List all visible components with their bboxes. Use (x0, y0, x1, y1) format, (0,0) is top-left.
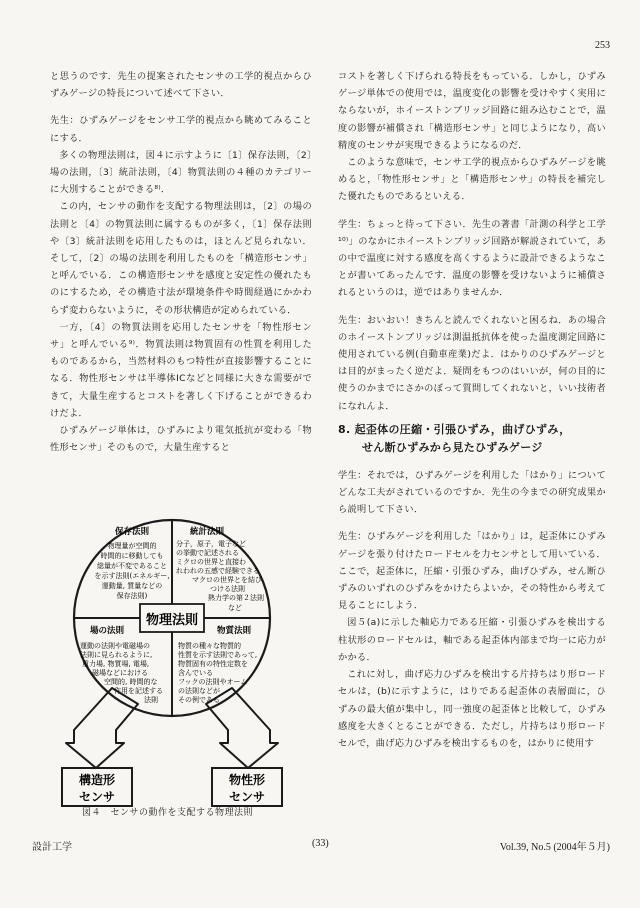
paragraph: この内，センサの動作を支配する物理法則は，〔2〕の場の法則と〔4〕の物質法則に属するものが多く，〔1〕保存法則や〔3〕統計法則を応用したものは，ほとんど見られない．そして，〔2〕の場の法則を利用したものを「構造形センサ」と呼んでいる．この構造形センサを感度と安定性の優れたものにするため，その構造寸法が環境条件や時間経過にかかわらず変わらないように，その形状構造が定められている． (50, 201, 312, 316)
q2-line: 分子，原子，電子など (176, 540, 246, 548)
paragraph: コストを著しく下げられる特長をもっている．しかし，ひずみゲージ単体での使用では，温度変化の影響を受けやすく実用にならないが，ホイーストンブリッジ回路に組み込むことで，温度の影響が補償され「構造形センサ」と同じようになり，高い精度のセンサが実現できるようになるのだ． (338, 71, 606, 151)
q4-text (178, 641, 257, 704)
right-column (338, 68, 606, 752)
q1-line: 物理量が空間的 (107, 542, 157, 550)
q1-line: 時間的に移動しても (100, 552, 164, 560)
q4-line: フックの法則やオーム (178, 678, 248, 686)
box-right-line2: センサ (228, 790, 266, 804)
section-title-line2: せん断ひずみから見たひずみゲージ (362, 440, 543, 454)
q2-line: 熱力学の第２法則 (208, 594, 264, 602)
page-number: 253 (595, 40, 610, 51)
q1-line: 保存法則) (116, 592, 148, 600)
paragraph: 多くの物理法則は，図４に示すように〔1〕保存法則，〔2〕場の法則，〔3〕統計法則，〔4〕物質法則の４種のカテゴリーに大別することができる⁸⁾． (50, 149, 312, 196)
q4-line: 含んでいる (178, 669, 213, 677)
q2-line: マクロの世界とを結び (192, 576, 262, 584)
q2-text (176, 539, 264, 612)
q4-title: 物質法則 (216, 626, 252, 636)
q2-line: つける法則 (210, 585, 245, 593)
figure-caption: 図４ センサの動作を支配する物理法則 (82, 808, 254, 818)
paragraph: 図５(a)に示した軸応力である圧縮・引張ひずみを検出する柱状形のロードセルは，軸である起歪体内部まで均一に応力がかかる． (338, 617, 606, 663)
q2-line: の挙動で記述される (176, 549, 239, 557)
paragraph: 一方，〔4〕の物質法則を応用したセンサを「物性形センサ」と呼んでいる⁹⁾．物質法則は物質固有の性質を利用したものであるから，当然材料のもつ特性が直接影響することになる．物性形センサは半導体ICなどと同様に大きな需要ができて，大量生産するとコストを著しく下げることができるわけだよ． (50, 321, 312, 419)
center-label: 物理法則 (145, 613, 199, 628)
arrow-left (66, 688, 138, 768)
paragraph: このような意味で，センサ工学的視点からひずみゲージを眺めると，「物性形センサ」と「構造形センサ」の特長を補完した優れたものであるといえる． (338, 157, 606, 203)
section-title-line1: 起歪体の圧縮・引張ひずみ，曲げひずみ， (354, 422, 571, 436)
footer-volume: Vol.39, No.5 (2004年５月) (499, 842, 610, 853)
q2-line: など (228, 604, 242, 612)
q3-line: 空間的, 時間的な (104, 678, 158, 686)
q3-line: 磁場などにおける (92, 669, 148, 677)
q4-line: その例である (178, 696, 220, 704)
q1-title: 保存法則 (114, 527, 150, 537)
q3-line: 法則に見られるように, (80, 651, 153, 659)
paragraph: ひずみゲージ単体は，ひずみにより電気抵抗が変わる「物性形センサ」そのもので，大量生産すると (50, 425, 312, 454)
q3-line: 重力場, 物質場, 電場, (82, 660, 150, 668)
paragraph: 学生：それでは，ひずみゲージを利用した「はかり」についてどんな工夫がされているのですか．先生の今までの研究成果から説明して下さい． (338, 469, 606, 516)
box-right-line1: 物性形 (228, 773, 266, 787)
q1-line: 総量が不変であること (97, 562, 167, 570)
q3-line: 法則 (144, 696, 158, 704)
q4-line: の法則などが (178, 687, 220, 695)
q4-line: 性質を示す法則であって, (178, 651, 258, 659)
box-left-line2: センサ (78, 790, 116, 804)
footer-journal: 設計工学 (32, 842, 72, 853)
paragraph: これに対し，曲げ応力ひずみを検出する片持ちはり形ロードセルは，(b)に示すように，はりである起歪体の表層面に，ひずみの最大値が集中し，同一強度の起歪体と比較して，ひずみ感度を大きくとることができる．ただし，片持ちはり形ロードセルで，曲げ応力ひずみを検出するものを，はかりに使用す (338, 669, 606, 749)
q2-line: れわれの五感で経験できる (176, 567, 260, 575)
left-column (50, 68, 312, 456)
q1-line: を示す法則(エネルギー, (94, 572, 170, 580)
q2-title: 統計法則 (189, 527, 225, 537)
footer-page: (33) (312, 838, 329, 849)
box-left-line1: 構造形 (78, 773, 116, 787)
q1-text (95, 541, 170, 600)
paragraph: 先生：おいおい！きちんと読んでくれないと困るね．あの場合のホイーストンブリッジは測温抵抗体を使った温度測定回路に使用されている例(自動車産業)だよ．はかりのひずみゲージとは目的がまったく逆だよ．疑問をもつのはいいが，何の目的に使うのかまでにさかのぼって質問してくれないと，いい技術者になれんよ． (338, 314, 606, 412)
q1-line: 運動量, 質量などの (101, 582, 163, 590)
q3-line: 作用を記述する (114, 687, 163, 695)
q3-line: 運動の法則や電磁場の (80, 642, 150, 650)
figure-physical-laws (52, 518, 312, 838)
section-heading (338, 421, 606, 457)
q3-title: 場の法則 (89, 626, 125, 636)
paragraph: 学生：ちょっと待って下さい．先生の著書「計測の科学と工学¹⁰⁾」のなかにホイーストンブリッジ回路が解説されていて，あの中で温度に対する感度を高くするように設計できるようなことが書いてあったんです．温度の影響を受けないように補償されるというのは，逆ではありませんか． (338, 218, 606, 299)
paragraph: と思うのです．先生の提案されたセンサの工学的視点からひずみゲージの特長について述べて下さい． (50, 71, 312, 100)
paragraph: 先生：ひずみゲージを利用した「はかり」は，起歪体にひずみゲージを張り付けたロードセルを力センサとして用いている．ここで，起歪体に，圧縮・引張ひずみ，曲げひずみ，せん断ひずみのいずれのひずみをかけたらよいか，その特性から考えて見ることにしよう． (338, 531, 606, 612)
q4-line: 物質固有の特性定数を (178, 660, 248, 668)
q2-line: ミクロの世界と直接わ (176, 558, 246, 566)
section-number: 8. (338, 422, 351, 436)
q4-line: 物質の種々な物質的 (178, 642, 241, 650)
paragraph: 先生：ひずみゲージをセンサ工学的視点から眺めてみることにする． (50, 115, 312, 144)
